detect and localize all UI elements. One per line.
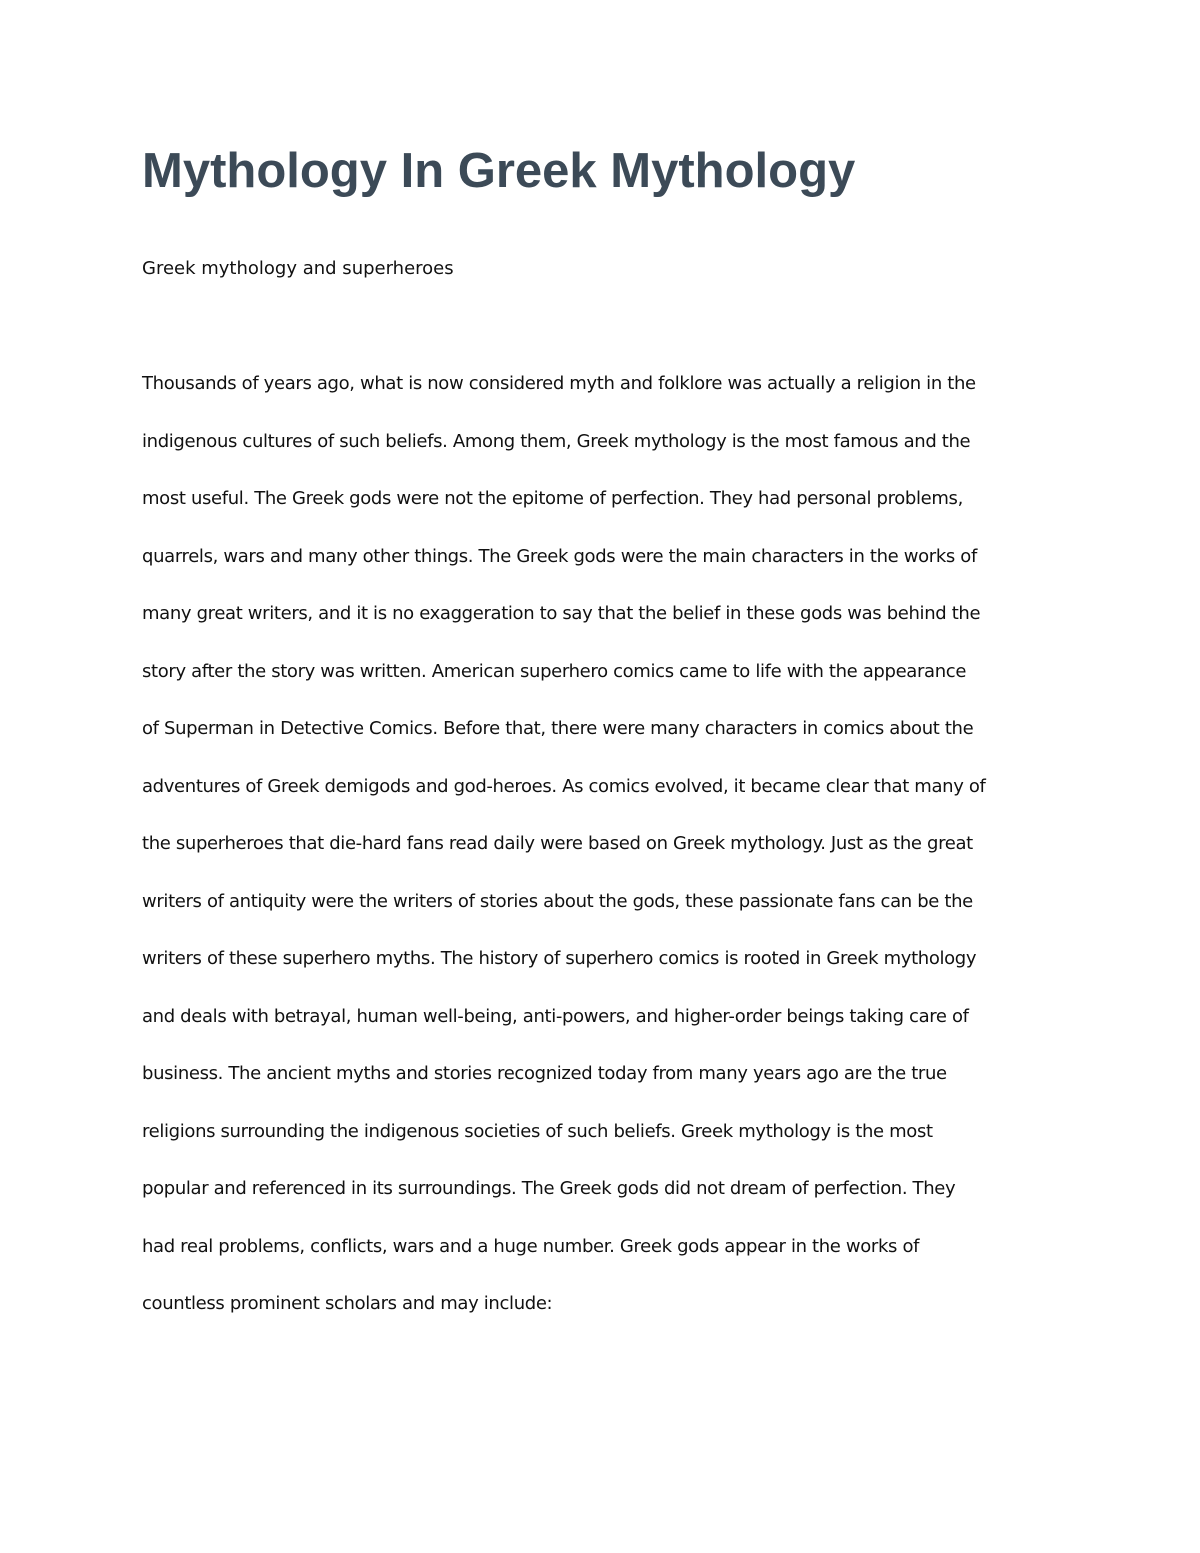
body-line: religions surrounding the indigenous societies of such beliefs. Greek mythology is the most [142,1120,933,1142]
page-title: Mythology In Greek Mythology [142,144,856,198]
body-line: Thousands of years ago, what is now considered myth and folklore was actually a religion in the [142,373,976,394]
body-line: countless prominent scholars and may include: [142,1293,553,1314]
body-line: writers of these superhero myths. The history of superhero comics is rooted in Greek mythology [142,948,977,969]
body-line: had real problems, conflicts, wars and a huge number. Greek gods appear in the works of [142,1235,920,1257]
body-paragraph [142,370,986,1348]
body-line: writers of antiquity were the writers of stories about the gods, these passionate fans can be the [142,890,973,912]
body-line: the superheroes that die-hard fans read daily were based on Greek mythology. Just as the great [142,833,973,854]
body-line: and deals with betrayal, human well-being, anti-powers, and higher-order beings taking care of [142,1005,969,1027]
body-line: popular and referenced in its surroundings. The Greek gods did not dream of perfection. They [142,1178,956,1199]
body-line: quarrels, wars and many other things. The Greek gods were the main characters in the works of [142,545,977,567]
body-line: many great writers, and it is no exaggeration to say that the belief in these gods was behind the [142,603,981,624]
body-line: adventures of Greek demigods and god-heroes. As comics evolved, it became clear that many of [142,775,986,797]
body-line: business. The ancient myths and stories recognized today from many years ago are the true [142,1063,947,1084]
body-line: of Superman in Detective Comics. Before that, there were many characters in comics about the [142,718,974,739]
document-subtitle: Greek mythology and superheroes [142,258,454,279]
body-line: story after the story was written. American superhero comics came to life with the appearance [142,660,967,682]
body-line: most useful. The Greek gods were not the epitome of perfection. They had personal problems, [142,488,963,509]
body-line: indigenous cultures of such beliefs. Among them, Greek mythology is the most famous and the [142,430,971,452]
